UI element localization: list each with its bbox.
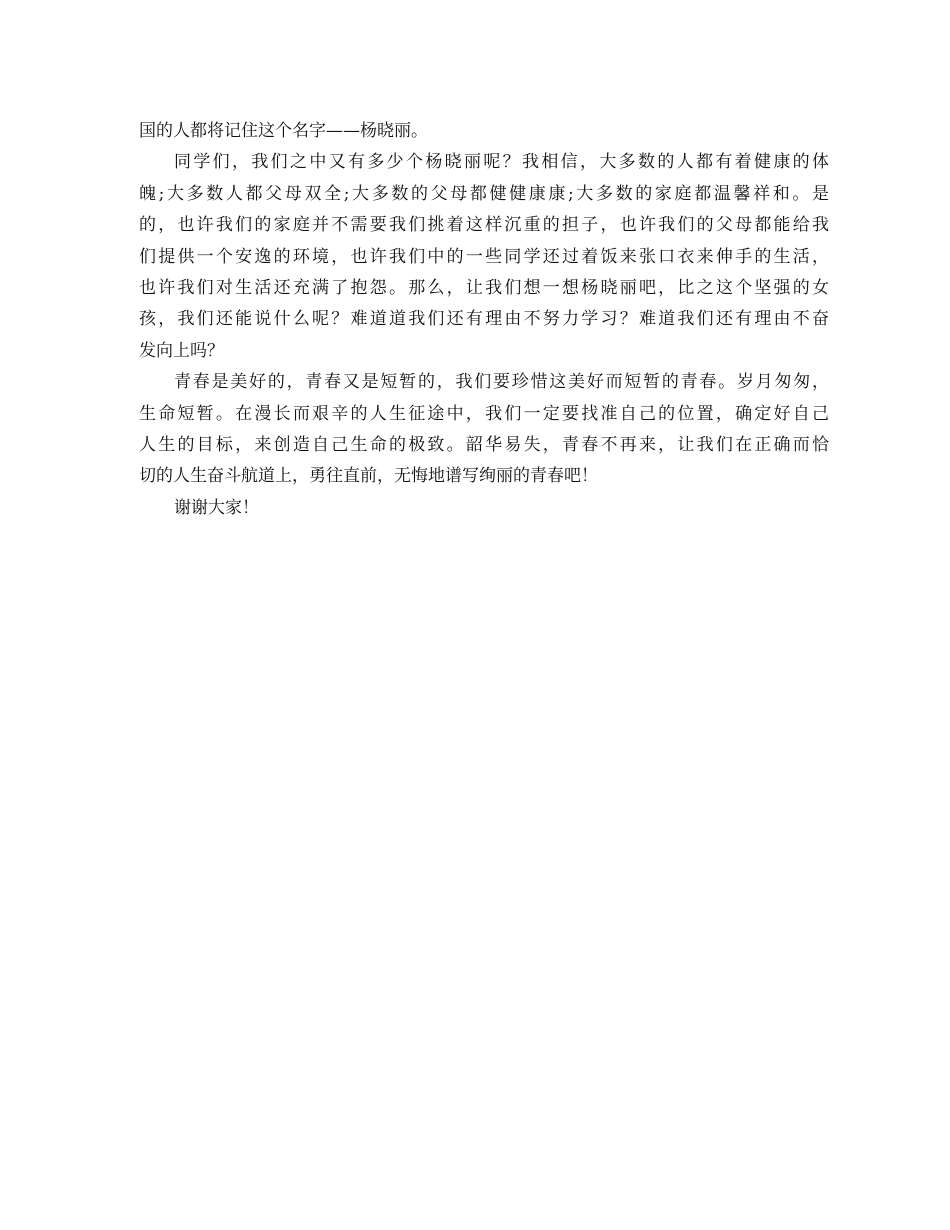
closing-line: 谢谢大家！ bbox=[174, 497, 259, 518]
paragraph-line: 的，也许我们的家庭并不需要我们挑着这样沉重的担子，也许我们的父母都能给我 bbox=[139, 215, 829, 236]
paragraph-line: 魄;大多数人都父母双全;大多数的父母都健健康康;大多数的家庭都温馨祥和。是 bbox=[139, 183, 829, 204]
paragraph-line: 国的人都将记住这个名字——杨晓丽。 bbox=[139, 121, 428, 141]
paragraph-line: 青春是美好的，青春又是短暂的，我们要珍惜这美好而短暂的青春。岁月匆匆， bbox=[174, 372, 829, 393]
paragraph-line: 人生的目标，来创造自己生命的极致。韶华易失，青春不再来，让我们在正确而恰 bbox=[139, 434, 829, 455]
paragraph-line: 发向上吗？ bbox=[139, 340, 224, 361]
paragraph-line: 们提供一个安逸的环境，也许我们中的一些同学还过着饭来张口衣来伸手的生活， bbox=[139, 246, 829, 267]
paragraph-line: 孩，我们还能说什么呢？难道道我们还有理由不努力学习？难道我们还有理由不奋 bbox=[139, 309, 829, 330]
document-body bbox=[139, 116, 829, 524]
paragraph-line: 切的人生奋斗航道上，勇往直前，无悔地谱写绚丽的青春吧！ bbox=[139, 466, 598, 487]
paragraph-line: 生命短暂。在漫长而艰辛的人生征途中，我们一定要找准自己的位置，确定好自己 bbox=[139, 403, 829, 424]
paragraph-line: 同学们，我们之中又有多少个杨晓丽呢？我相信，大多数的人都有着健康的体 bbox=[174, 152, 829, 173]
paragraph-line: 也许我们对生活还充满了抱怨。那么，让我们想一想杨晓丽吧，比之这个坚强的女 bbox=[139, 277, 829, 298]
